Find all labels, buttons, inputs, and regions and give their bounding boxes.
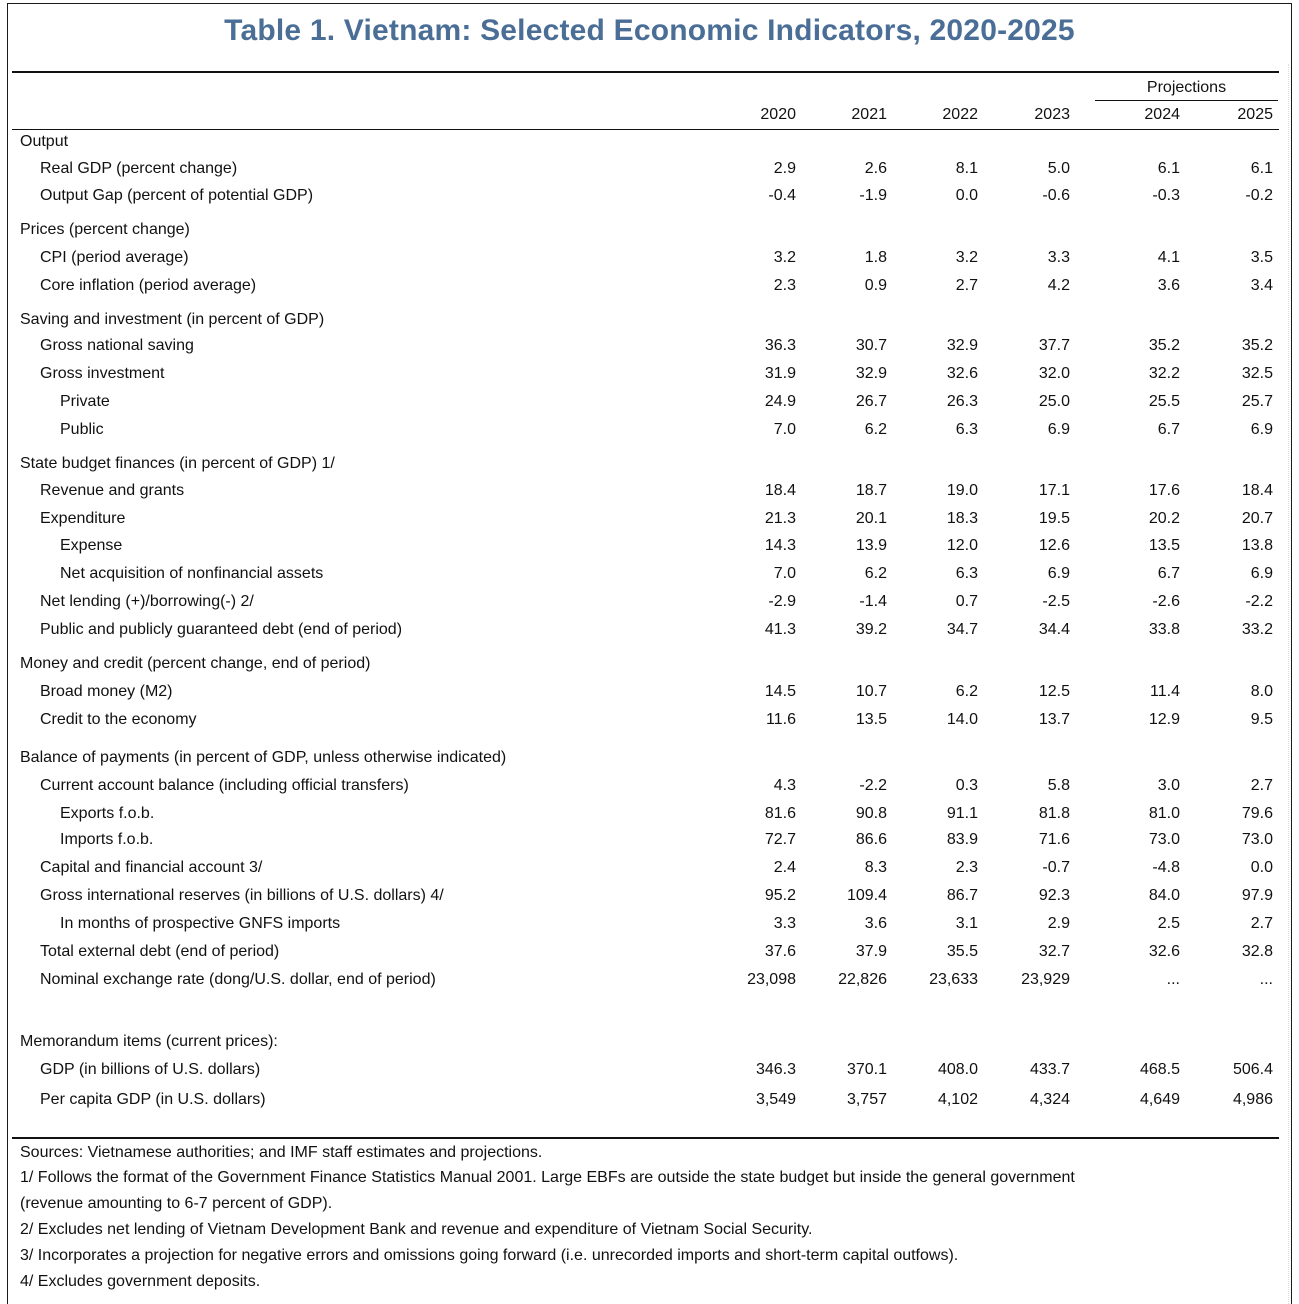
footnote: 4/ Excludes government deposits. bbox=[20, 1273, 261, 1290]
table-cell: 2.5 bbox=[1157, 915, 1180, 932]
table-cell: 20.1 bbox=[855, 510, 887, 527]
row-label: Capital and financial account 3/ bbox=[40, 859, 263, 876]
table-cell: -2.2 bbox=[859, 777, 887, 794]
table-cell: -2.6 bbox=[1152, 593, 1180, 610]
table-cell: 81.0 bbox=[1148, 805, 1180, 822]
table-cell: 25.7 bbox=[1241, 393, 1273, 410]
year-header: 2025 bbox=[1237, 106, 1273, 123]
table-cell: 6.3 bbox=[955, 421, 978, 438]
table-cell: 18.4 bbox=[764, 482, 796, 499]
table-cell: 12.6 bbox=[1038, 537, 1070, 554]
table-cell: 3,757 bbox=[846, 1091, 887, 1108]
table-cell: 2.9 bbox=[1047, 915, 1070, 932]
table-cell: 3.1 bbox=[955, 915, 978, 932]
table-cell: 14.3 bbox=[764, 537, 796, 554]
table-cell: 18.4 bbox=[1241, 482, 1273, 499]
table-cell: 3.2 bbox=[955, 249, 978, 266]
section-heading: Prices (percent change) bbox=[20, 221, 190, 238]
table-cell: 6.9 bbox=[1250, 565, 1273, 582]
table-cell: 8.3 bbox=[864, 859, 887, 876]
row-label: Per capita GDP (in U.S. dollars) bbox=[40, 1091, 266, 1108]
table-cell: -2.2 bbox=[1245, 593, 1273, 610]
year-header: 2021 bbox=[851, 106, 887, 123]
row-label: Exports f.o.b. bbox=[60, 805, 155, 822]
table-cell: 2.6 bbox=[864, 160, 887, 177]
table-cell: 22,826 bbox=[838, 971, 887, 988]
table-cell: 6.7 bbox=[1157, 565, 1180, 582]
table-cell: 35.2 bbox=[1241, 337, 1273, 354]
table-cell: 33.2 bbox=[1241, 621, 1273, 638]
year-header: 2022 bbox=[942, 106, 978, 123]
row-label: Private bbox=[60, 393, 110, 410]
table-cell: 13.7 bbox=[1038, 711, 1070, 728]
table-cell: 86.6 bbox=[855, 831, 887, 848]
row-label: Revenue and grants bbox=[40, 482, 185, 499]
table-cell: 13.8 bbox=[1241, 537, 1273, 554]
table-cell: 4.3 bbox=[773, 777, 796, 794]
table-cell: 90.8 bbox=[855, 805, 887, 822]
table-cell: 468.5 bbox=[1139, 1061, 1180, 1078]
table-cell: -4.8 bbox=[1152, 859, 1180, 876]
row-label: CPI (period average) bbox=[40, 249, 189, 266]
table-cell: 18.7 bbox=[855, 482, 887, 499]
row-label: GDP (in billions of U.S. dollars) bbox=[40, 1061, 261, 1078]
table-cell: -1.4 bbox=[859, 593, 887, 610]
projections-rule bbox=[1095, 100, 1278, 101]
table-cell: 3.0 bbox=[1157, 777, 1180, 794]
table-cell: -2.9 bbox=[768, 593, 796, 610]
table-cell: 23,633 bbox=[929, 971, 978, 988]
year-header: 2023 bbox=[1034, 106, 1070, 123]
table-cell: 72.7 bbox=[764, 831, 796, 848]
table-cell: 81.8 bbox=[1038, 805, 1070, 822]
row-label: Gross investment bbox=[40, 365, 165, 382]
table-cell: 25.0 bbox=[1038, 393, 1070, 410]
table-cell: 4.1 bbox=[1157, 249, 1180, 266]
table-frame bbox=[7, 3, 1292, 1304]
table-cell: 3.6 bbox=[1157, 277, 1180, 294]
table-cell: 0.3 bbox=[955, 777, 978, 794]
table-cell: 3.2 bbox=[773, 249, 796, 266]
table-cell: 17.6 bbox=[1148, 482, 1180, 499]
table-cell: 81.6 bbox=[764, 805, 796, 822]
row-label: Net lending (+)/borrowing(-) 2/ bbox=[40, 593, 254, 610]
table-cell: 37.6 bbox=[764, 943, 796, 960]
table-cell: 23,098 bbox=[747, 971, 796, 988]
table-cell: 1.8 bbox=[864, 249, 887, 266]
table-cell: 6.9 bbox=[1047, 421, 1070, 438]
header-top-rule bbox=[12, 71, 1279, 73]
table-cell: 13.5 bbox=[1148, 537, 1180, 554]
footnote: (revenue amounting to 6-7 percent of GDP). bbox=[20, 1195, 333, 1212]
table-cell: 433.7 bbox=[1029, 1061, 1070, 1078]
table-cell: ... bbox=[1166, 971, 1180, 988]
table-cell: 32.5 bbox=[1241, 365, 1273, 382]
table-cell: 32.9 bbox=[855, 365, 887, 382]
table-cell: 4.2 bbox=[1047, 277, 1070, 294]
table-cell: 37.7 bbox=[1038, 337, 1070, 354]
table-cell: 0.0 bbox=[955, 187, 978, 204]
table-cell: 6.7 bbox=[1157, 421, 1180, 438]
year-header: 2024 bbox=[1144, 106, 1180, 123]
table-cell: 32.6 bbox=[1148, 943, 1180, 960]
page-edge bbox=[1288, 64, 1289, 1304]
table-cell: 92.3 bbox=[1038, 887, 1070, 904]
table-cell: 2.7 bbox=[1250, 915, 1273, 932]
row-label: Credit to the economy bbox=[40, 711, 197, 728]
table-cell: 3,549 bbox=[755, 1091, 796, 1108]
table-cell: 91.1 bbox=[946, 805, 978, 822]
row-label: Expense bbox=[60, 537, 123, 554]
table-cell: 4,324 bbox=[1029, 1091, 1070, 1108]
table-cell: 6.1 bbox=[1250, 160, 1273, 177]
row-label: Gross international reserves (in billions of U.S. dollars) 4/ bbox=[40, 887, 444, 904]
row-label: Public and publicly guaranteed debt (end of period) bbox=[40, 621, 403, 638]
table-cell: 32.9 bbox=[946, 337, 978, 354]
table-cell: 11.6 bbox=[766, 711, 796, 728]
table-cell: 83.9 bbox=[946, 831, 978, 848]
table-cell: 3.5 bbox=[1250, 249, 1273, 266]
table-title: Table 1. Vietnam: Selected Economic Indicators, 2020-2025 bbox=[224, 14, 1075, 47]
table-cell: 6.3 bbox=[955, 565, 978, 582]
table-cell: 41.3 bbox=[764, 621, 796, 638]
row-label: Imports f.o.b. bbox=[60, 831, 154, 848]
table-cell: 33.8 bbox=[1148, 621, 1180, 638]
table-cell: 32.0 bbox=[1038, 365, 1070, 382]
table-cell: 32.8 bbox=[1241, 943, 1273, 960]
table-cell: 4,649 bbox=[1139, 1091, 1180, 1108]
section-heading: Saving and investment (in percent of GDP) bbox=[20, 311, 325, 328]
table-cell: 6.1 bbox=[1157, 160, 1180, 177]
notes-rule bbox=[12, 1137, 1279, 1139]
table-cell: 3.6 bbox=[864, 915, 887, 932]
row-label: Broad money (M2) bbox=[40, 683, 173, 700]
section-heading: State budget finances (in percent of GDP) 1/ bbox=[20, 455, 335, 472]
table-cell: 8.1 bbox=[955, 160, 978, 177]
row-label: Output Gap (percent of potential GDP) bbox=[40, 187, 314, 204]
table-cell: 73.0 bbox=[1148, 831, 1180, 848]
table-cell: 11.4 bbox=[1150, 683, 1180, 700]
table-cell: 86.7 bbox=[946, 887, 978, 904]
table-cell: 36.3 bbox=[764, 337, 796, 354]
section-heading: Balance of payments (in percent of GDP, unless otherwise indicated) bbox=[20, 749, 507, 766]
row-label: Expenditure bbox=[40, 510, 126, 527]
table-cell: 32.2 bbox=[1148, 365, 1180, 382]
table-cell: 26.3 bbox=[946, 393, 978, 410]
table-cell: 12.0 bbox=[946, 537, 978, 554]
table-cell: ... bbox=[1259, 971, 1273, 988]
projections-label: Projections bbox=[1146, 79, 1227, 96]
footnote: Sources: Vietnamese authorities; and IMF staff estimates and projections. bbox=[20, 1144, 543, 1161]
table-cell: 10.7 bbox=[855, 683, 887, 700]
table-cell: 84.0 bbox=[1148, 887, 1180, 904]
row-label: Public bbox=[60, 421, 104, 438]
table-cell: 109.4 bbox=[846, 887, 887, 904]
footnote: 3/ Incorporates a projection for negative errors and omissions going forward (i.e. unrecorded imports and short-term capital outfows). bbox=[20, 1247, 959, 1264]
header-bottom-rule bbox=[12, 129, 1279, 130]
table-cell: 26.7 bbox=[855, 393, 887, 410]
section-heading: Output bbox=[20, 133, 69, 150]
table-cell: 3.4 bbox=[1250, 277, 1273, 294]
table-cell: 6.2 bbox=[955, 683, 978, 700]
table-cell: 7.0 bbox=[773, 421, 796, 438]
table-cell: 408.0 bbox=[937, 1061, 978, 1078]
table-cell: 2.3 bbox=[955, 859, 978, 876]
table-cell: 506.4 bbox=[1232, 1061, 1273, 1078]
table-cell: 7.0 bbox=[773, 565, 796, 582]
section-heading: Memorandum items (current prices): bbox=[20, 1033, 278, 1050]
row-label: Nominal exchange rate (dong/U.S. dollar, end of period) bbox=[40, 971, 436, 988]
table-cell: 5.0 bbox=[1047, 160, 1070, 177]
table-cell: 12.9 bbox=[1148, 711, 1180, 728]
table-cell: 5.8 bbox=[1047, 777, 1070, 794]
table-cell: 0.7 bbox=[955, 593, 978, 610]
table-cell: 35.5 bbox=[946, 943, 978, 960]
table-cell: -0.3 bbox=[1152, 187, 1180, 204]
table-cell: 23,929 bbox=[1021, 971, 1070, 988]
row-label: Total external debt (end of period) bbox=[40, 943, 280, 960]
table-cell: 95.2 bbox=[764, 887, 796, 904]
table-cell: -1.9 bbox=[859, 187, 887, 204]
table-cell: 73.0 bbox=[1241, 831, 1273, 848]
table-cell: 97.9 bbox=[1241, 887, 1273, 904]
table-cell: 0.9 bbox=[864, 277, 887, 294]
year-header: 2020 bbox=[760, 106, 796, 123]
table-cell: 2.4 bbox=[773, 859, 796, 876]
table-cell: 6.9 bbox=[1250, 421, 1273, 438]
table-cell: 12.5 bbox=[1038, 683, 1070, 700]
row-label: Net acquisition of nonfinancial assets bbox=[60, 565, 324, 582]
table-cell: 79.6 bbox=[1241, 805, 1273, 822]
row-label: Core inflation (period average) bbox=[40, 277, 257, 294]
table-cell: 32.6 bbox=[946, 365, 978, 382]
table-cell: -0.7 bbox=[1042, 859, 1070, 876]
table-cell: 2.7 bbox=[955, 277, 978, 294]
table-cell: 34.7 bbox=[946, 621, 978, 638]
table-cell: -0.6 bbox=[1042, 187, 1070, 204]
table-cell: 39.2 bbox=[855, 621, 887, 638]
table-cell: 370.1 bbox=[846, 1061, 887, 1078]
table-cell: 2.9 bbox=[773, 160, 796, 177]
row-label: Current account balance (including official transfers) bbox=[40, 777, 409, 794]
table-cell: -0.2 bbox=[1245, 187, 1273, 204]
footnote: 1/ Follows the format of the Government Finance Statistics Manual 2001. Large EBFs are outside the state budget but inside the general government bbox=[20, 1169, 1075, 1186]
table-cell: -0.4 bbox=[768, 187, 796, 204]
table-cell: 25.5 bbox=[1148, 393, 1180, 410]
table-cell: 3.3 bbox=[773, 915, 796, 932]
table-cell: 3.3 bbox=[1047, 249, 1070, 266]
table-cell: 21.3 bbox=[764, 510, 796, 527]
table-cell: -2.5 bbox=[1042, 593, 1070, 610]
table-cell: 2.3 bbox=[773, 277, 796, 294]
table-cell: 346.3 bbox=[755, 1061, 796, 1078]
table-cell: 19.5 bbox=[1038, 510, 1070, 527]
table-cell: 18.3 bbox=[946, 510, 978, 527]
table-cell: 2.7 bbox=[1250, 777, 1273, 794]
table-cell: 4,102 bbox=[937, 1091, 978, 1108]
footnote: 2/ Excludes net lending of Vietnam Development Bank and revenue and expenditure of Vietnam Social Security. bbox=[20, 1221, 813, 1238]
table-cell: 8.0 bbox=[1250, 683, 1273, 700]
section-heading: Money and credit (percent change, end of period) bbox=[20, 655, 371, 672]
table-cell: 20.7 bbox=[1241, 510, 1273, 527]
row-label: Gross national saving bbox=[40, 337, 194, 354]
table-cell: 17.1 bbox=[1038, 482, 1070, 499]
table-cell: 14.0 bbox=[946, 711, 978, 728]
table-cell: 37.9 bbox=[855, 943, 887, 960]
table-cell: 35.2 bbox=[1148, 337, 1180, 354]
table-cell: 6.2 bbox=[864, 421, 887, 438]
table-cell: 71.6 bbox=[1038, 831, 1070, 848]
table-cell: 13.9 bbox=[855, 537, 887, 554]
table-cell: 6.2 bbox=[864, 565, 887, 582]
table-cell: 19.0 bbox=[946, 482, 978, 499]
table-cell: 9.5 bbox=[1250, 711, 1273, 728]
table-cell: 34.4 bbox=[1038, 621, 1070, 638]
table-cell: 30.7 bbox=[855, 337, 887, 354]
table-cell: 13.5 bbox=[855, 711, 887, 728]
table-cell: 24.9 bbox=[764, 393, 796, 410]
table-cell: 0.0 bbox=[1250, 859, 1273, 876]
row-label: Real GDP (percent change) bbox=[40, 160, 238, 177]
row-label: In months of prospective GNFS imports bbox=[60, 915, 341, 932]
table-cell: 6.9 bbox=[1047, 565, 1070, 582]
table-cell: 14.5 bbox=[764, 683, 796, 700]
table-cell: 4,986 bbox=[1232, 1091, 1273, 1108]
table-cell: 32.7 bbox=[1038, 943, 1070, 960]
table-cell: 31.9 bbox=[764, 365, 796, 382]
table-cell: 20.2 bbox=[1148, 510, 1180, 527]
